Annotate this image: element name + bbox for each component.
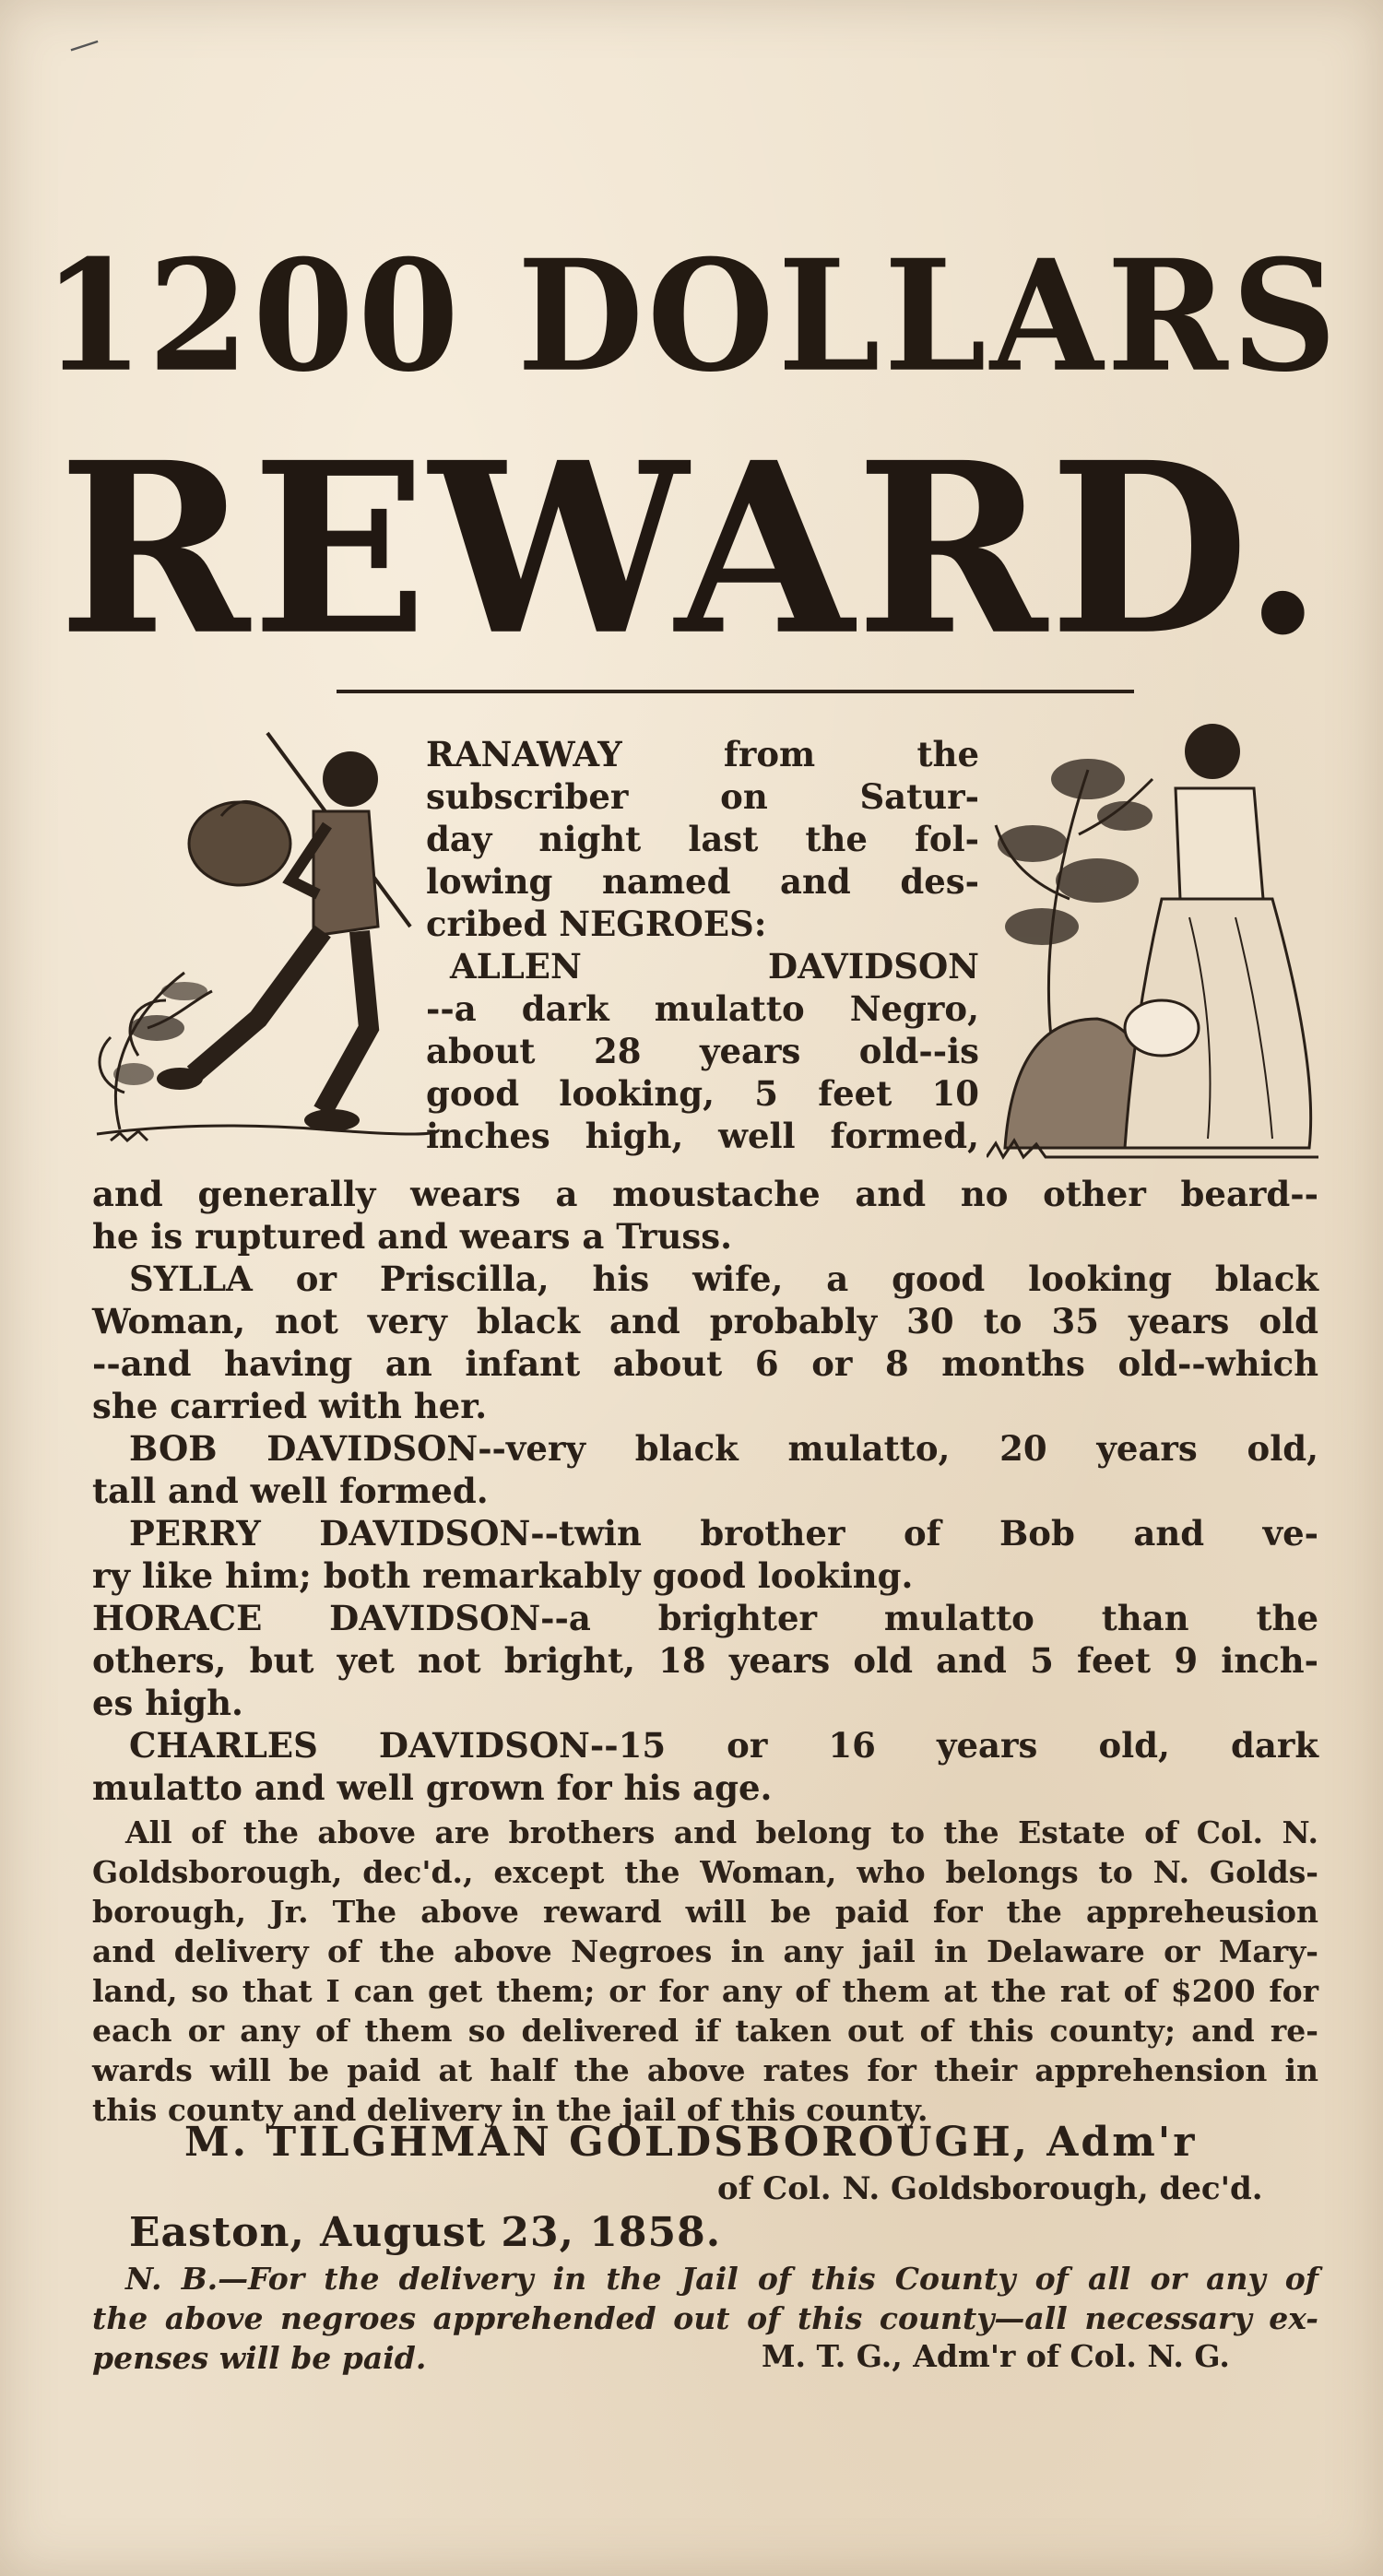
signature: M. TILGHMAN GOLDSBOROUGH, Adm'r	[184, 2119, 1198, 2166]
intro-line: good looking, 5 feet 10	[426, 1073, 979, 1114]
body-line: CHARLES DAVIDSON--15 or 16 years old, dark	[129, 1725, 1318, 1766]
terms-line: land, so that I can get them; or for any of them at the rat of $200 for	[92, 1973, 1318, 2009]
headline-amount: 1200 DOLLARS	[42, 227, 1341, 407]
terms-line: each or any of them so delivered if taken out of this county; and re-	[92, 2013, 1318, 2049]
intro-line: about 28 years old--is	[426, 1031, 979, 1071]
body-line: others, but yet not bright, 18 years old and 5 feet 9 inch-	[92, 1640, 1318, 1681]
terms-line: wards will be paid at half the above rates for their apprehension in	[92, 2052, 1318, 2088]
intro-line: cribed NEGROES:	[426, 904, 767, 944]
body-line: ry like him; both remarkably good looking.	[92, 1555, 914, 1596]
terms-line: this county and delivery in the jail of this county.	[92, 2092, 928, 2128]
body-line: mulatto and well grown for his age.	[92, 1767, 773, 1808]
initials: M. T. G., Adm'r of Col. N. G.	[762, 2338, 1230, 2374]
terms-line: and delivery of the above Negroes in any jail in Delaware or Mary-	[92, 1933, 1318, 1969]
terms-line: borough, Jr. The above reward will be paid for the appreheusion	[92, 1894, 1318, 1930]
descriptions-block	[92, 1173, 1318, 1809]
dateline: Easton, August 23, 1858.	[129, 2209, 722, 2256]
body-line: es high.	[92, 1683, 243, 1723]
seated-woman-engraving	[987, 715, 1318, 1166]
terms-line: Goldsborough, dec'd., except the Woman, who belongs to N. Golds-	[92, 1854, 1318, 1890]
intro-line: --a dark mulatto Negro,	[426, 988, 979, 1029]
intro-line: lowing named and des-	[426, 861, 979, 902]
intro-line: subscriber on Satur-	[426, 776, 979, 817]
body-line: Woman, not very black and probably 30 to 35 years old	[92, 1301, 1318, 1341]
body-line: BOB DAVIDSON--very black mulatto, 20 years old,	[129, 1428, 1318, 1469]
body-line: tall and well formed.	[92, 1471, 489, 1511]
headline-reward: REWARD.	[58, 410, 1325, 687]
seated-woman-icon	[987, 715, 1318, 1166]
intro-line: ALLEN DAVIDSON	[450, 946, 979, 987]
pencil-mark: —	[63, 21, 105, 67]
terms-line: All of the above are brothers and belong to the Estate of Col. N.	[125, 1814, 1318, 1850]
terms-paragraph	[92, 1813, 1318, 2130]
intro-column	[426, 733, 979, 1157]
body-line: --and having an infant about 6 or 8 months old--which	[92, 1343, 1318, 1384]
body-line: and generally wears a moustache and no other beard--	[92, 1174, 1318, 1214]
intro-line: inches high, well formed,	[426, 1116, 979, 1156]
intro-line: day night last the fol-	[426, 819, 979, 859]
nb-line: the above negroes apprehended out of this county—all necessary ex-	[92, 2300, 1318, 2336]
running-man-engraving	[92, 724, 443, 1157]
nb-line: N. B.—For the delivery in the Jail of this County of all or any of	[125, 2261, 1318, 2297]
headline-rule	[337, 690, 1134, 693]
signature-subtitle: of Col. N. Goldsborough, dec'd.	[717, 2170, 1263, 2207]
body-line: HORACE DAVIDSON--a brighter mulatto than the	[92, 1598, 1318, 1638]
intro-line: RANAWAY from the	[426, 734, 979, 774]
body-line: SYLLA or Priscilla, his wife, a good looking black	[129, 1258, 1318, 1299]
body-line: she carried with her.	[92, 1386, 488, 1426]
running-man-icon	[92, 724, 443, 1157]
body-line: PERRY DAVIDSON--twin brother of Bob and ve-	[129, 1513, 1318, 1554]
nb-line: penses will be paid.	[92, 2340, 427, 2376]
body-line: he is ruptured and wears a Truss.	[92, 1216, 732, 1257]
